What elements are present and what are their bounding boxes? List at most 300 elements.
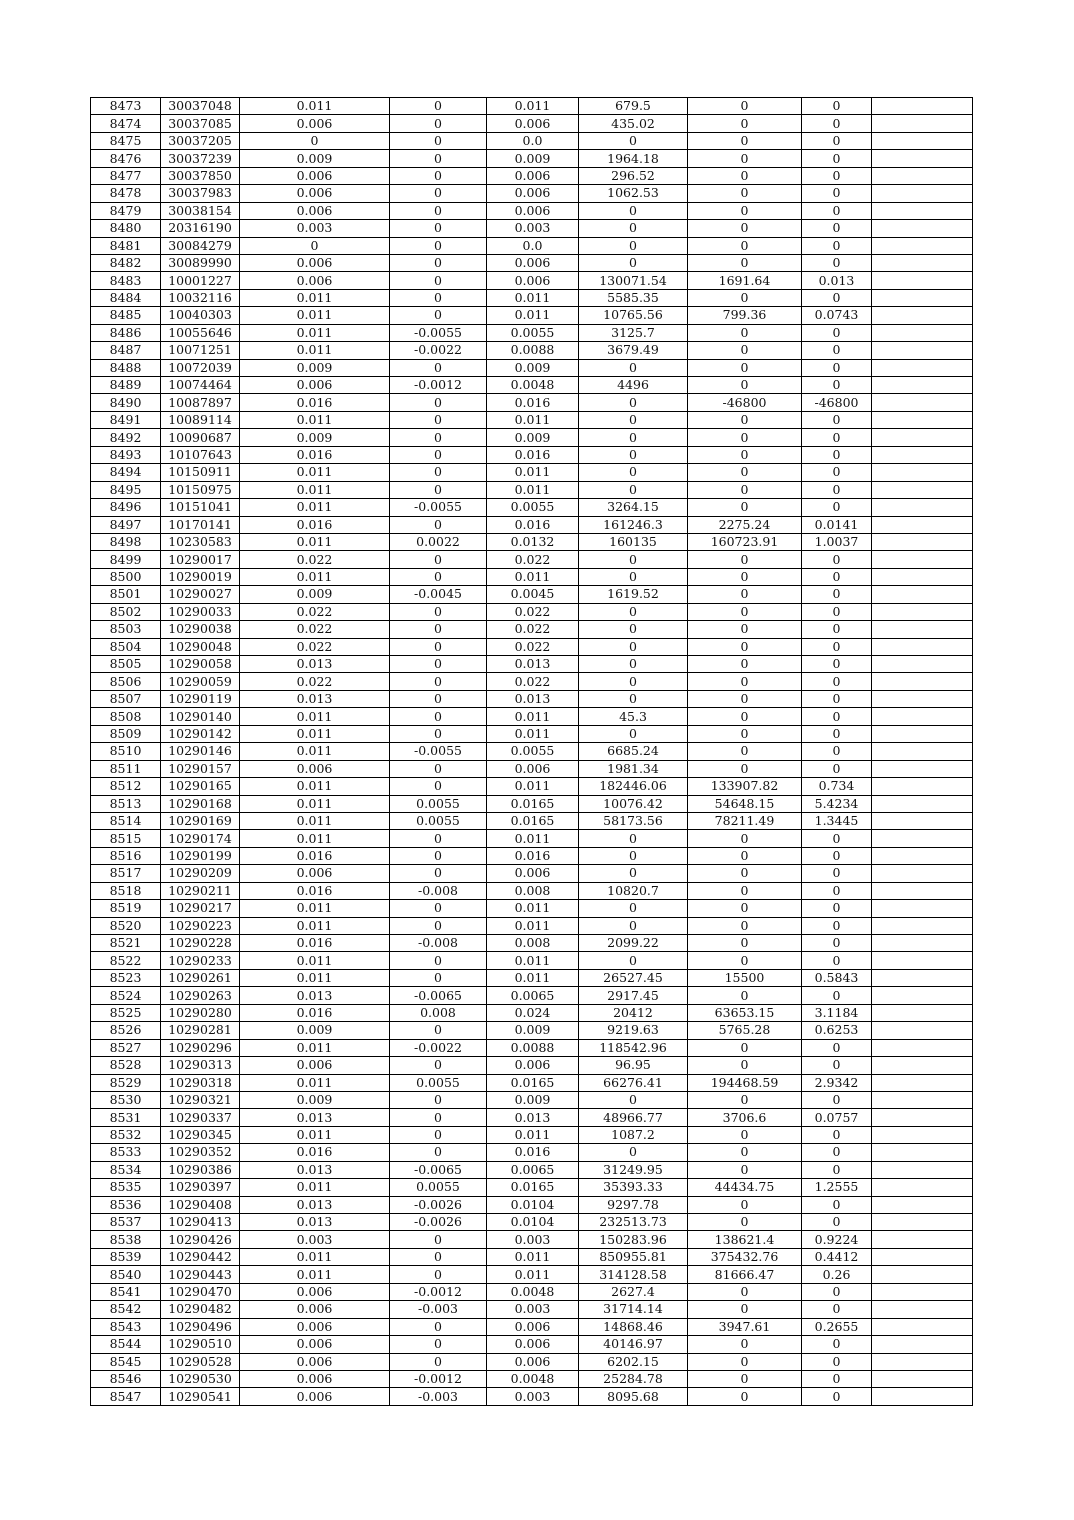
result-cell: 0 [688,708,802,725]
ratio-cell: 0 [802,167,872,184]
code-cell: 10290157 [161,760,240,777]
ratio-cell: 0.26 [802,1266,872,1283]
rate-cell: 0.016 [240,516,390,533]
blank-cell [872,987,973,1004]
net-rate-cell: 0.011 [487,568,579,585]
row-number-cell: 8497 [91,516,161,533]
table-row [91,778,973,795]
adjustment-cell: 0 [390,1248,487,1265]
net-rate-cell: 0.011 [487,307,579,324]
amount-cell: 182446.06 [579,778,688,795]
result-cell: 44434.75 [688,1179,802,1196]
adjustment-cell: 0 [390,254,487,271]
net-rate-cell: 0.013 [487,656,579,673]
code-cell: 10290313 [161,1057,240,1074]
rate-cell: 0.011 [240,778,390,795]
row-number-cell: 8540 [91,1266,161,1283]
adjustment-cell: 0 [390,917,487,934]
result-cell: 0 [688,586,802,603]
ratio-cell: 0 [802,603,872,620]
row-number-cell: 8481 [91,237,161,254]
ratio-cell: 0 [802,446,872,463]
ratio-cell: 0.0757 [802,1109,872,1126]
result-cell: 0 [688,359,802,376]
amount-cell: 1087.2 [579,1126,688,1143]
net-rate-cell: 0.008 [487,935,579,952]
ratio-cell: 3.1184 [802,1004,872,1021]
rate-cell: 0.011 [240,342,390,359]
row-number-cell: 8507 [91,690,161,707]
rate-cell: 0.009 [240,1091,390,1108]
adjustment-cell: 0 [390,98,487,115]
rate-cell: 0.011 [240,1039,390,1056]
amount-cell: 314128.58 [579,1266,688,1283]
ratio-cell: 1.3445 [802,812,872,829]
code-cell: 30037850 [161,167,240,184]
row-number-cell: 8482 [91,254,161,271]
ratio-cell: 0 [802,568,872,585]
blank-cell [872,1144,973,1161]
net-rate-cell: 0.016 [487,1144,579,1161]
amount-cell: 0 [579,865,688,882]
code-cell: 10290408 [161,1196,240,1213]
ratio-cell: 0 [802,1161,872,1178]
net-rate-cell: 0.011 [487,778,579,795]
code-cell: 10290038 [161,621,240,638]
table-row [91,411,973,428]
code-cell: 10290019 [161,568,240,585]
amount-cell: 0 [579,900,688,917]
amount-cell: 6202.15 [579,1353,688,1370]
ratio-cell: 0 [802,1057,872,1074]
rate-cell: 0.016 [240,847,390,864]
amount-cell: 25284.78 [579,1370,688,1387]
rate-cell: 0.011 [240,324,390,341]
table-row [91,1039,973,1056]
amount-cell: 10076.42 [579,795,688,812]
blank-cell [872,1214,973,1231]
table-row [91,987,973,1004]
blank-cell [872,499,973,516]
net-rate-cell: 0.0048 [487,1283,579,1300]
result-cell: 0 [688,411,802,428]
row-number-cell: 8504 [91,638,161,655]
table-row [91,935,973,952]
ratio-cell: 1.2555 [802,1179,872,1196]
code-cell: 10071251 [161,342,240,359]
result-cell: 3706.6 [688,1109,802,1126]
blank-cell [872,342,973,359]
amount-cell: 0 [579,603,688,620]
table-row [91,882,973,899]
table-row [91,865,973,882]
row-number-cell: 8530 [91,1091,161,1108]
code-cell: 10290146 [161,743,240,760]
adjustment-cell: 0 [390,446,487,463]
ratio-cell: 0 [802,1091,872,1108]
amount-cell: 0 [579,656,688,673]
result-cell: 0 [688,132,802,149]
row-number-cell: 8533 [91,1144,161,1161]
table-row [91,237,973,254]
adjustment-cell: -0.008 [390,935,487,952]
net-rate-cell: 0.016 [487,847,579,864]
table-row [91,342,973,359]
ratio-cell: 0 [802,935,872,952]
ratio-cell: 0 [802,115,872,132]
rate-cell: 0.013 [240,1161,390,1178]
net-rate-cell: 0.011 [487,1266,579,1283]
blank-cell [872,464,973,481]
table-row [91,847,973,864]
net-rate-cell: 0.009 [487,1022,579,1039]
blank-cell [872,935,973,952]
amount-cell: 161246.3 [579,516,688,533]
row-number-cell: 8487 [91,342,161,359]
amount-cell: 0 [579,1091,688,1108]
result-cell: 0 [688,324,802,341]
amount-cell: 35393.33 [579,1179,688,1196]
net-rate-cell: 0.006 [487,202,579,219]
result-cell: 0 [688,568,802,585]
table-row [91,725,973,742]
result-cell: 0 [688,1126,802,1143]
code-cell: 10032116 [161,289,240,306]
result-cell: 0 [688,743,802,760]
rate-cell: 0.006 [240,185,390,202]
rate-cell: 0.022 [240,621,390,638]
ratio-cell: 0 [802,1283,872,1300]
table-row [91,1266,973,1283]
code-cell: 10290233 [161,952,240,969]
blank-cell [872,917,973,934]
adjustment-cell: 0 [390,394,487,411]
rate-cell: 0.011 [240,1126,390,1143]
rate-cell: 0.006 [240,202,390,219]
code-cell: 20316190 [161,220,240,237]
code-cell: 30037983 [161,185,240,202]
amount-cell: 0 [579,673,688,690]
adjustment-cell: 0 [390,1353,487,1370]
row-number-cell: 8475 [91,132,161,149]
rate-cell: 0.016 [240,1144,390,1161]
row-number-cell: 8526 [91,1022,161,1039]
row-number-cell: 8499 [91,551,161,568]
row-number-cell: 8484 [91,289,161,306]
blank-cell [872,673,973,690]
ratio-cell: 0 [802,586,872,603]
rate-cell: 0.006 [240,1336,390,1353]
result-cell: 0 [688,185,802,202]
result-cell: 0 [688,1388,802,1405]
net-rate-cell: 0.003 [487,1388,579,1405]
result-cell: 0 [688,1283,802,1300]
rate-cell: 0.006 [240,1283,390,1300]
blank-cell [872,446,973,463]
rate-cell: 0.006 [240,377,390,394]
net-rate-cell: 0.011 [487,708,579,725]
result-cell: 0 [688,882,802,899]
amount-cell: 5585.35 [579,289,688,306]
amount-cell: 0 [579,638,688,655]
table-row [91,324,973,341]
rate-cell: 0.011 [240,1074,390,1091]
row-number-cell: 8534 [91,1161,161,1178]
code-cell: 10290386 [161,1161,240,1178]
result-cell: 0 [688,481,802,498]
row-number-cell: 8478 [91,185,161,202]
net-rate-cell: 0.0104 [487,1214,579,1231]
result-cell: 375432.76 [688,1248,802,1265]
table-row [91,603,973,620]
table-row [91,1231,973,1248]
net-rate-cell: 0.006 [487,865,579,882]
blank-cell [872,743,973,760]
adjustment-cell: 0 [390,1144,487,1161]
amount-cell: 0 [579,621,688,638]
ratio-cell: 0 [802,481,872,498]
result-cell: 2275.24 [688,516,802,533]
amount-cell: 0 [579,132,688,149]
code-cell: 10074464 [161,377,240,394]
net-rate-cell: 0.0165 [487,1179,579,1196]
row-number-cell: 8500 [91,568,161,585]
net-rate-cell: 0.006 [487,272,579,289]
blank-cell [872,656,973,673]
code-cell: 10290296 [161,1039,240,1056]
amount-cell: 3679.49 [579,342,688,359]
adjustment-cell: -0.0065 [390,1161,487,1178]
ratio-cell: 0 [802,987,872,1004]
ratio-cell: 0 [802,865,872,882]
rate-cell: 0.016 [240,394,390,411]
code-cell: 10040303 [161,307,240,324]
blank-cell [872,621,973,638]
amount-cell: 1619.52 [579,586,688,603]
ratio-cell: 0.734 [802,778,872,795]
result-cell: 0 [688,1301,802,1318]
rate-cell: 0.006 [240,1353,390,1370]
rate-cell: 0.011 [240,708,390,725]
adjustment-cell: 0 [390,481,487,498]
rate-cell: 0.011 [240,830,390,847]
result-cell: 0 [688,725,802,742]
net-rate-cell: 0.0088 [487,1039,579,1056]
row-number-cell: 8495 [91,481,161,498]
code-cell: 10290470 [161,1283,240,1300]
adjustment-cell: 0 [390,760,487,777]
code-cell: 10290413 [161,1214,240,1231]
net-rate-cell: 0.003 [487,1231,579,1248]
result-cell: 0 [688,1144,802,1161]
adjustment-cell: 0 [390,969,487,986]
row-number-cell: 8506 [91,673,161,690]
amount-cell: 0 [579,917,688,934]
blank-cell [872,359,973,376]
net-rate-cell: 0.0055 [487,499,579,516]
adjustment-cell: -0.0055 [390,743,487,760]
table-row [91,743,973,760]
data-table [90,97,973,1406]
result-cell: 0 [688,1370,802,1387]
amount-cell: 0 [579,464,688,481]
row-number-cell: 8480 [91,220,161,237]
row-number-cell: 8543 [91,1318,161,1335]
code-cell: 10290261 [161,969,240,986]
rate-cell: 0.006 [240,254,390,271]
result-cell: 0 [688,900,802,917]
adjustment-cell: -0.0012 [390,1370,487,1387]
blank-cell [872,1318,973,1335]
adjustment-cell: 0 [390,359,487,376]
ratio-cell: 0.5843 [802,969,872,986]
blank-cell [872,900,973,917]
amount-cell: 2099.22 [579,935,688,952]
code-cell: 30037205 [161,132,240,149]
blank-cell [872,185,973,202]
adjustment-cell: 0 [390,429,487,446]
table-row [91,98,973,115]
adjustment-cell: -0.0055 [390,499,487,516]
rate-cell: 0.006 [240,1057,390,1074]
table-row [91,1144,973,1161]
ratio-cell: 0 [802,900,872,917]
table-row [91,1022,973,1039]
blank-cell [872,411,973,428]
amount-cell: 0 [579,254,688,271]
net-rate-cell: 0.006 [487,1353,579,1370]
table-row [91,1353,973,1370]
result-cell: 0 [688,1353,802,1370]
adjustment-cell: 0 [390,603,487,620]
ratio-cell: 0.0743 [802,307,872,324]
ratio-cell: 0 [802,324,872,341]
code-cell: 10290510 [161,1336,240,1353]
blank-cell [872,603,973,620]
adjustment-cell: 0 [390,551,487,568]
table-row [91,1004,973,1021]
adjustment-cell: 0 [390,1022,487,1039]
result-cell: 0 [688,464,802,481]
result-cell: 0 [688,446,802,463]
amount-cell: 118542.96 [579,1039,688,1056]
blank-cell [872,220,973,237]
rate-cell: 0.011 [240,98,390,115]
row-number-cell: 8514 [91,812,161,829]
ratio-cell: 0 [802,377,872,394]
code-cell: 10290168 [161,795,240,812]
row-number-cell: 8513 [91,795,161,812]
ratio-cell: 0 [802,743,872,760]
code-cell: 10290426 [161,1231,240,1248]
table-row [91,969,973,986]
rate-cell: 0.011 [240,725,390,742]
code-cell: 10290209 [161,865,240,882]
row-number-cell: 8532 [91,1126,161,1143]
adjustment-cell: 0 [390,673,487,690]
adjustment-cell: 0.0055 [390,1179,487,1196]
rate-cell: 0.011 [240,812,390,829]
blank-cell [872,1370,973,1387]
ratio-cell: 0 [802,98,872,115]
rate-cell: 0.006 [240,760,390,777]
table-row [91,1318,973,1335]
rate-cell: 0.006 [240,1388,390,1405]
rate-cell: 0.006 [240,1301,390,1318]
adjustment-cell: 0 [390,411,487,428]
table-row [91,307,973,324]
net-rate-cell: 0.013 [487,1109,579,1126]
amount-cell: 150283.96 [579,1231,688,1248]
ratio-cell: 0 [802,1370,872,1387]
adjustment-cell: 0 [390,516,487,533]
net-rate-cell: 0.006 [487,115,579,132]
adjustment-cell: 0 [390,690,487,707]
ratio-cell: 0 [802,638,872,655]
result-cell: 5765.28 [688,1022,802,1039]
result-cell: 0 [688,499,802,516]
net-rate-cell: 0.011 [487,289,579,306]
ratio-cell: 0.0141 [802,516,872,533]
code-cell: 10290345 [161,1126,240,1143]
result-cell: 0 [688,202,802,219]
amount-cell: 0 [579,830,688,847]
blank-cell [872,1266,973,1283]
blank-cell [872,1039,973,1056]
adjustment-cell: 0 [390,150,487,167]
code-cell: 10230583 [161,533,240,550]
code-cell: 10290165 [161,778,240,795]
adjustment-cell: 0 [390,830,487,847]
result-cell: 0 [688,1091,802,1108]
result-cell: 0 [688,115,802,132]
row-number-cell: 8522 [91,952,161,969]
result-cell: 0 [688,656,802,673]
amount-cell: 40146.97 [579,1336,688,1353]
table-row [91,952,973,969]
blank-cell [872,847,973,864]
ratio-cell: 0 [802,952,872,969]
blank-cell [872,969,973,986]
result-cell: 78211.49 [688,812,802,829]
net-rate-cell: 0.0165 [487,1074,579,1091]
table-row [91,446,973,463]
ratio-cell: 0 [802,342,872,359]
adjustment-cell: -0.0022 [390,1039,487,1056]
ratio-cell: 0 [802,499,872,516]
result-cell: 0 [688,1057,802,1074]
row-number-cell: 8485 [91,307,161,324]
blank-cell [872,115,973,132]
code-cell: 30089990 [161,254,240,271]
row-number-cell: 8502 [91,603,161,620]
amount-cell: 0 [579,394,688,411]
rate-cell: 0.011 [240,499,390,516]
ratio-cell: 0 [802,132,872,149]
row-number-cell: 8509 [91,725,161,742]
table-row [91,1057,973,1074]
table-row [91,1370,973,1387]
adjustment-cell: 0 [390,1091,487,1108]
table-row [91,115,973,132]
net-rate-cell: 0.006 [487,185,579,202]
table-row [91,220,973,237]
blank-cell [872,865,973,882]
result-cell: 0 [688,429,802,446]
table-row [91,1196,973,1213]
rate-cell: 0.022 [240,603,390,620]
ratio-cell: 0 [802,882,872,899]
